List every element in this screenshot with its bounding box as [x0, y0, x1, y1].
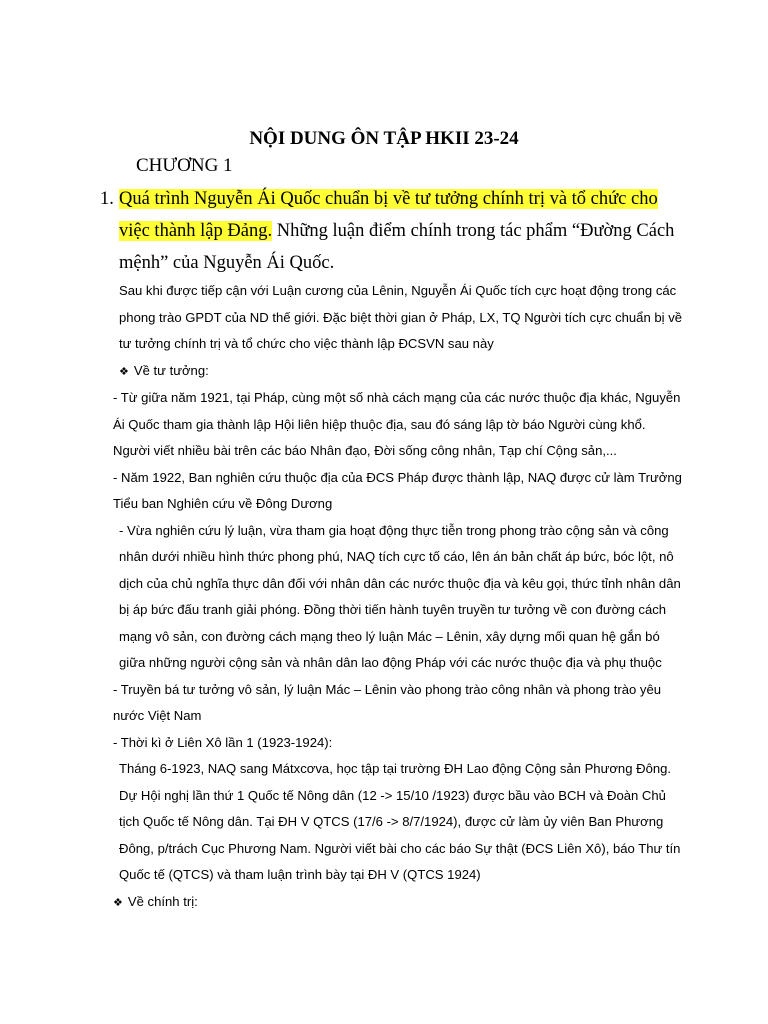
question-highlighted-text: Quá trình Nguyễn Ái Quốc chuẩn bị về tư tưởng chính trị và tổ chức cho việc thành lập Đảng. — [119, 189, 658, 241]
point-paragraph: - Thời kì ở Liên Xô lần 1 (1923-1924): — [113, 734, 333, 750]
section-ideology — [113, 358, 685, 386]
question-number: 1. — [100, 189, 114, 209]
page-title: NỘI DUNG ÔN TẬP HKII 23-24 — [249, 128, 519, 149]
section-politics-label: Về chính trị: — [127, 893, 198, 909]
point-paragraph: - Truyền bá tư tưởng vô sản, lý luận Mác – Lênin vào phong trào công nhân và phong trào yêu nước Việt Nam — [113, 681, 662, 723]
diamond-bullet-icon: ❖ — [119, 365, 129, 378]
question-text — [119, 183, 690, 279]
point-paragraph: - Vừa nghiên cứu lý luận, vừa tham gia hoạt động thực tiễn trong phong trào cộng sản và công nhân dưới nhiều hình thức phong phú, NAQ tích cực tố cáo, lên án bản chất áp bức, bóc lột, nô dịch của chủ nghĩa thực dân đối với nhân dân các nước thuộc địa và kêu gọi, thức tỉnh nhân dân bị áp bức đấu tranh giải phóng. Đồng thời tiến hành tuyên truyền tư tưởng về con đường cách mạng vô sản, con đường cách mạng theo lý luận Mác – Lênin, xây dựng mối quan hệ gắn bó giữa những người cộng sản và nhân dân lao động Pháp với các nước thuộc địa và phụ thuộc — [119, 522, 681, 670]
ussr-paragraph: Tháng 6-1923, NAQ sang Mátxcơva, học tập tại trường ĐH Lao động Cộng sản Phương Đông. Dự Hội nghị lần thứ 1 Quốc tế Nông dân (12 -> 15/10 /1923) được bầu vào BCH và Đoàn Chủ tịch Quốc tế Nông dân. Tại ĐH V QTCS (17/6 -> 8/7/1924), được cử làm ủy viên Ban Phương Đông, p/trách Cục Phương Nam. Người viết bài cho các báo Sự thật (ĐCS Liên Xô), báo Thư tín Quốc tế (QTCS) và tham luận trình bày tại ĐH V (QTCS 1924) — [119, 761, 681, 882]
point-paragraph: - Năm 1922, Ban nghiên cứu thuộc địa của ĐCS Pháp được thành lập, NAQ được cử làm Trưởng Tiểu ban Nghiên cứu về Đông Dương — [113, 469, 682, 511]
section-politics — [113, 889, 685, 917]
question-rest-text: Những luận điểm chính trong tác phẩm “Đường Cách mệnh” của Nguyễn Ái Quốc. — [119, 221, 675, 273]
intro-paragraph: Sau khi được tiếp cận với Luận cương của Lênin, Nguyễn Ái Quốc tích cực hoạt động trong các phong trào GPDT của ND thế giới. Đặc biệt thời gian ở Pháp, LX, TQ Người tích cực chuẩn bị về tư tưởng chính trị và tổ chức cho việc thành lập ĐCSVN sau này — [119, 283, 683, 351]
section-ideology-label: Về tư tưởng: — [133, 362, 209, 378]
chapter-heading: CHƯƠNG 1 — [136, 155, 233, 176]
point-paragraph: - Từ giữa năm 1921, tại Pháp, cùng một số nhà cách mạng của các nước thuộc địa khác, Nguyễn Ái Quốc tham gia thành lập Hội liên hiệp thuộc địa, sau đó sáng lập tờ báo Người cùng khổ. Người viết nhiều bài trên các báo Nhân đạo, Đời sống công nhân, Tạp chí Cộng sản,... — [113, 390, 681, 458]
question-heading — [100, 183, 690, 279]
diamond-bullet-icon: ❖ — [113, 896, 123, 909]
answer-body — [113, 278, 685, 916]
